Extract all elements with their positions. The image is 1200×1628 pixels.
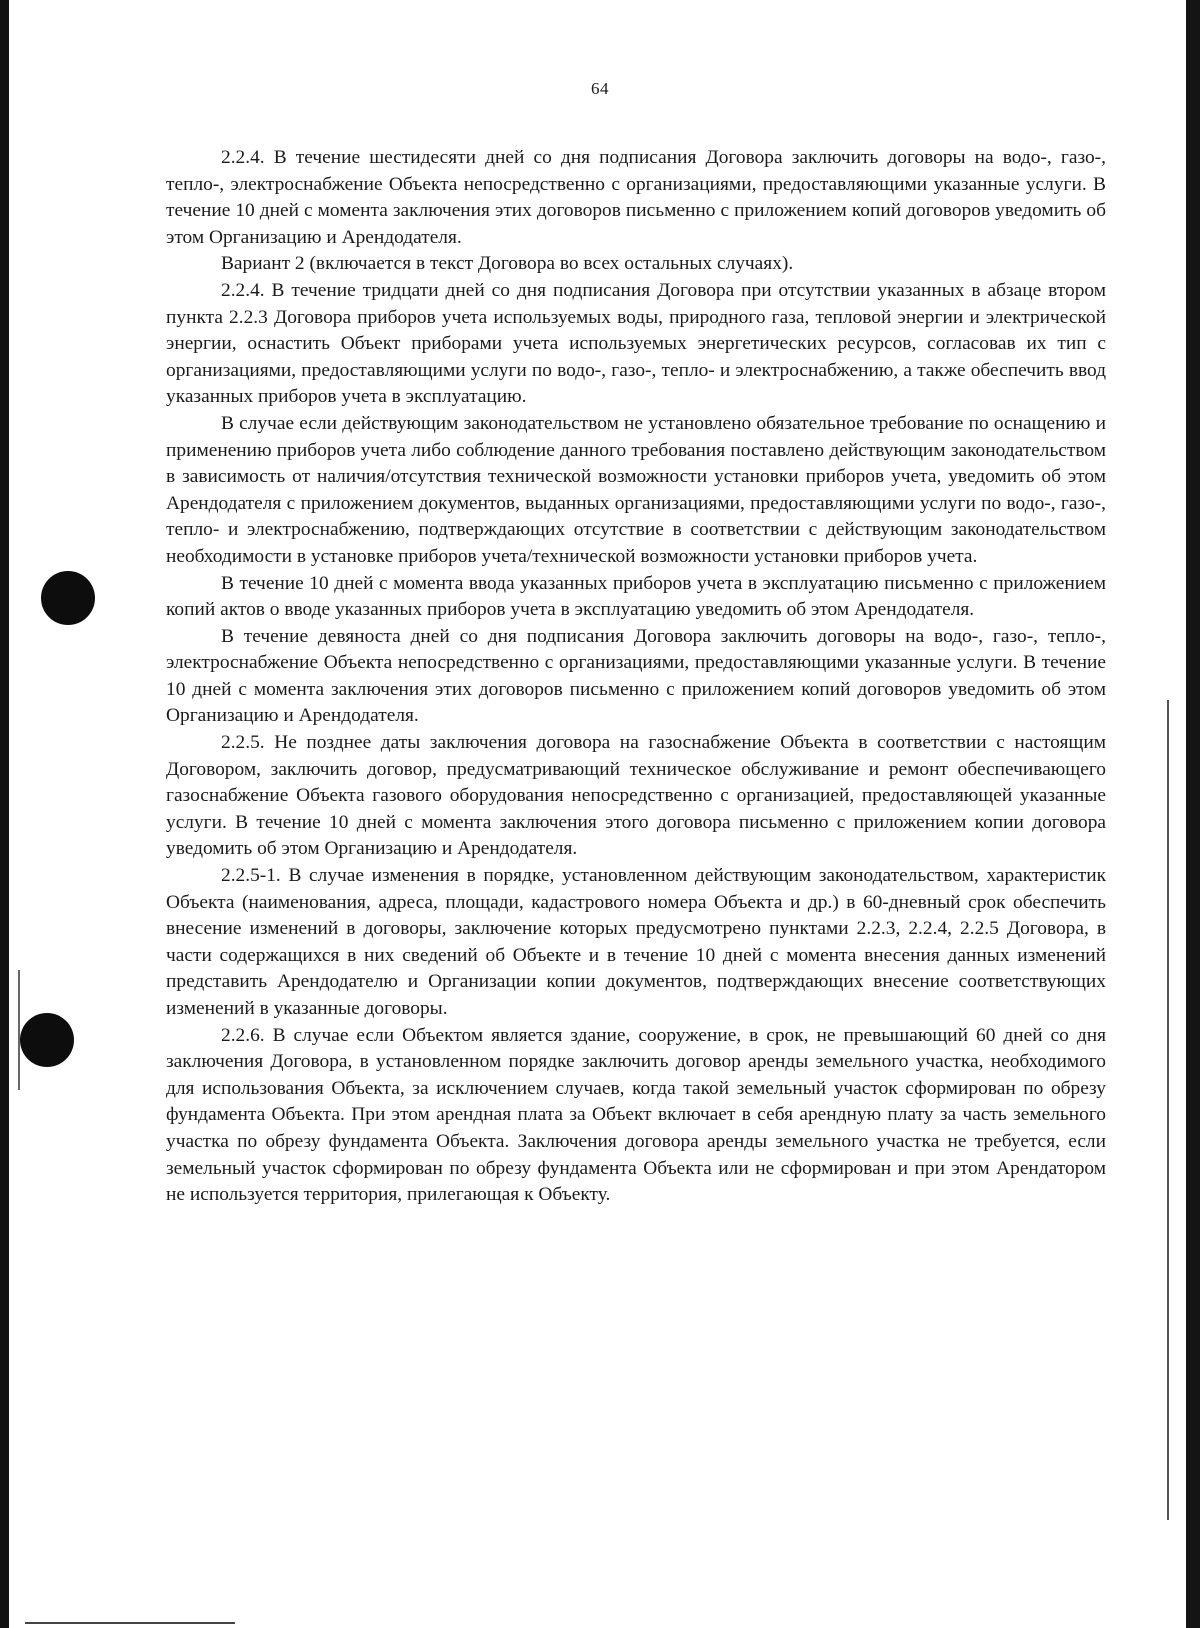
- paragraph-variant-2-heading: Вариант 2 (включается в текст Договора во всех остальных случаях).: [221, 253, 794, 275]
- paragraph-2-2-5: 2.2.5. Не позднее даты заключения договора на газоснабжение Объекта в соответствии с настоящим Договором, заключить договор, предусматривающий техническое обслуживание и ремонт обеспечивающего газоснабжение Объекта газового оборудования непосредственно с организацией, предоставляющей указанные услуги. В течение 10 дней с момента заключения этого договора письменно с приложением копии договора уведомить об этом Организацию и Арендодателя.: [166, 732, 1106, 860]
- page-number: 64: [591, 79, 609, 98]
- punch-hole-lower: [20, 1013, 74, 1067]
- scan-right-line: [1167, 700, 1169, 1520]
- scan-left-line: [18, 970, 20, 1090]
- punch-hole-upper: [41, 571, 95, 625]
- document-body: [166, 145, 1106, 1209]
- paragraph-2-2-4-variant-1: 2.2.4. В течение шестидесяти дней со дня подписания Договора заключить договоры на водо-, газо-, тепло-, электроснабжение Объекта непосредственно с организациями, предоставляющими указанные услуги. В течение 10 дней с момента заключения этих договоров письменно с приложением копий договоров уведомить об этом Организацию и Арендодателя.: [166, 147, 1106, 248]
- paragraph-notify-commissioning: В течение 10 дней с момента ввода указанных приборов учета в эксплуатацию письменно с приложением копий актов о вводе указанных приборов учета в эксплуатацию уведомить об этом Арендодателя.: [166, 572, 1106, 621]
- scan-right-edge: [1186, 0, 1200, 1628]
- paragraph-2-2-6: 2.2.6. В случае если Объектом является здание, сооружение, в срок, не превышающий 60 дней со дня заключения Договора, в установленном порядке заключить договор аренды земельного участка, необходимого для использования Объекта, за исключением случаев, когда такой земельный участок сформирован по обрезу фундамента Объекта. При этом арендная плата за Объект включает в себя арендную плату за часть земельного участка по обрезу фундамента Объекта. Заключения договора аренды земельного участка не требуется, если земельный участок сформирован по обрезу фундамента Объекта или не сформирован и при этом Арендатором не используется территория, прилегающая к Объекту.: [166, 1024, 1106, 1206]
- paragraph-ninety-days: В течение девяноста дней со дня подписания Договора заключить договоры на водо-, газо-, тепло-, электроснабжение Объекта непосредственно с организациями, предоставляющими указанные услуги. В течение 10 дней с момента заключения этих договоров письменно с приложением копий договоров уведомить об этом Организацию и Арендодателя.: [166, 625, 1106, 727]
- paragraph-no-obligation-case: В случае если действующим законодательством не установлено обязательное требование по оснащению и применению приборов учета либо соблюдение данного требования поставлено действующим законодательством в зависимость от наличия/отсутствия технической возможности установки приборов учета, уведомить об этом Арендодателя с приложением документов, выданных организациями, предоставляющими услуги по водо-, газо-, тепло- и электроснабжению, подтверждающих отсутствие в соответствии с действующим законодательством необходимости в установке приборов учета/технической возможности установки приборов учета.: [166, 412, 1106, 567]
- scan-left-edge: [0, 0, 9, 1628]
- paragraph-2-2-4-variant-2: 2.2.4. В течение тридцати дней со дня подписания Договора при отсутствии указанных в абзаце втором пункта 2.2.3 Договора приборов учета используемых воды, природного газа, тепловой энергии и электрической энергии, оснастить Объект приборами учета используемых энергетических ресурсов, согласовав их тип с организациями, предоставляющими услуги по водо-, газо-, тепло- и электроснабжению, а также обеспечить ввод указанных приборов учета в эксплуатацию.: [166, 279, 1106, 408]
- scan-bottom-line: [25, 1622, 235, 1624]
- paragraph-2-2-5-1: 2.2.5-1. В случае изменения в порядке, установленном действующим законодательством, характеристик Объекта (наименования, адреса, площади, кадастрового номера Объекта и др.) в 60-дневный срок обеспечить внесение изменений в договоры, заключение которых предусмотрено пунктами 2.2.3, 2.2.4, 2.2.5 Договора, в части содержащихся в них сведений об Объекте и в течение 10 дней с момента внесения данных изменений представить Арендодателю и Организации копии документов, подтверждающих внесение соответствующих изменений в указанные договоры.: [166, 865, 1106, 1019]
